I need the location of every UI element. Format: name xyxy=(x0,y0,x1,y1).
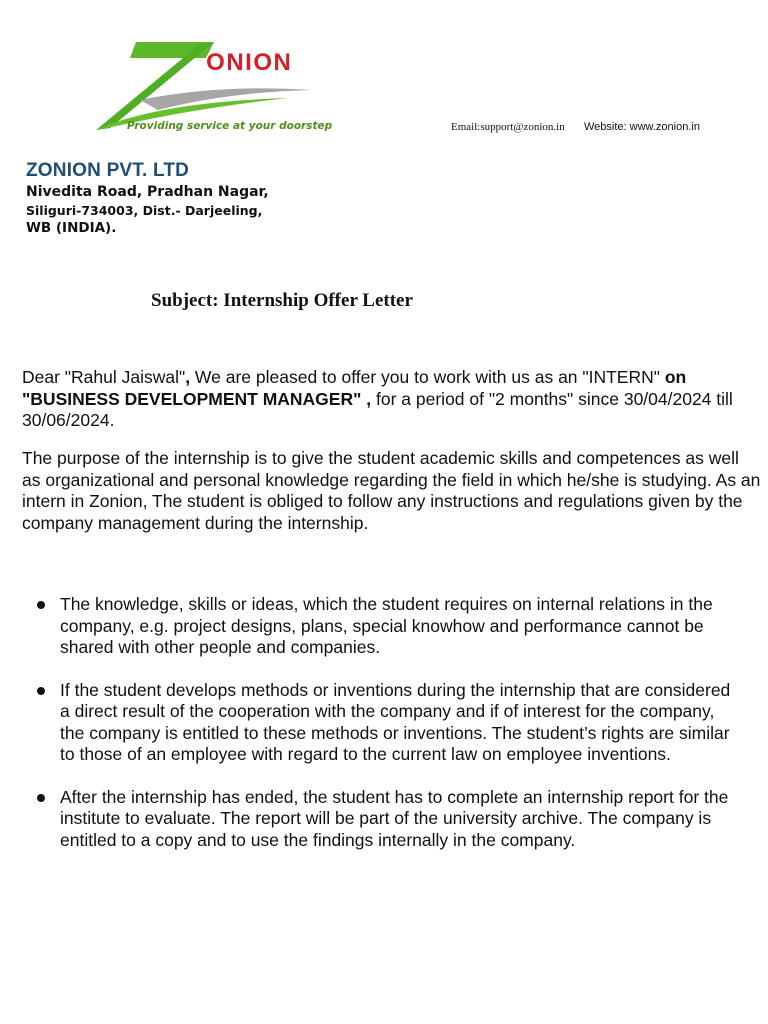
logo-tagline: Providing service at your doorstep xyxy=(127,120,333,132)
bullet-icon xyxy=(37,601,45,609)
list-item-text: The knowledge, skills or ideas, which the student requires on internal relations in the company, e.g. project designs, plans, special knowhow and performance cannot be shared with other people and companies. xyxy=(60,594,713,657)
bullet-icon xyxy=(37,687,45,695)
company-name: ZONION PVT. LTD xyxy=(26,160,190,181)
greeting-paragraph xyxy=(22,367,762,432)
list-item-text: After the internship has ended, the student has to complete an internship report for the institute to evaluate. The report will be part of the university archive. The company is entitled to a copy and to use the findings internally in the company. xyxy=(60,786,729,850)
list-item-text: If the student develops methods or inventions during the internship that are considered a direct result of the cooperation with the company and if of interest for the company, the company is entitled to these methods or inventions. The student’s rights are similar to those of an employee with regard to the current law on employee inventions. xyxy=(60,679,731,764)
logo-grey-swoosh xyxy=(140,88,312,110)
logo-wordmark-rest: ONION xyxy=(206,49,293,76)
greeting-offer: We are pleased to offer you to work with us as an "INTERN" xyxy=(190,367,665,387)
list-item xyxy=(0,787,740,852)
contact-email: Email:support@zonion.in xyxy=(451,121,565,133)
list-item xyxy=(0,680,740,766)
greeting-name: Dear "Rahul Jaiswal" xyxy=(22,367,186,387)
terms-list xyxy=(0,594,768,872)
greeting-comma: , xyxy=(185,367,191,387)
list-item xyxy=(0,594,740,659)
logo-wordmark xyxy=(190,49,292,77)
contact-website: Website: www.zonion.in xyxy=(584,121,700,133)
greeting-period: for a period of "2 months" since 30/04/2024 till 30/06/2024. xyxy=(22,388,733,430)
address-line-3: WB (INDIA). xyxy=(26,220,117,236)
address-line-1: Nivedita Road, Pradhan Nagar, xyxy=(26,184,269,200)
bullet-icon xyxy=(37,794,45,802)
purpose-paragraph: The purpose of the internship is to give the student academic skills and competences as well as organizational and personal knowledge regarding the field in which he/she is studying. As an intern in Zonion, The student is obliged to follow any instructions and regulations given by the company management during the internship. xyxy=(22,448,761,533)
letter-subject: Subject: Internship Offer Letter xyxy=(151,290,413,311)
greeting-role: on "BUSINESS DEVELOPMENT MANAGER" , xyxy=(22,367,687,409)
logo-wordmark-initial xyxy=(190,49,206,76)
address-line-2: Siliguri-734003, Dist.- Darjeeling, xyxy=(26,203,263,218)
